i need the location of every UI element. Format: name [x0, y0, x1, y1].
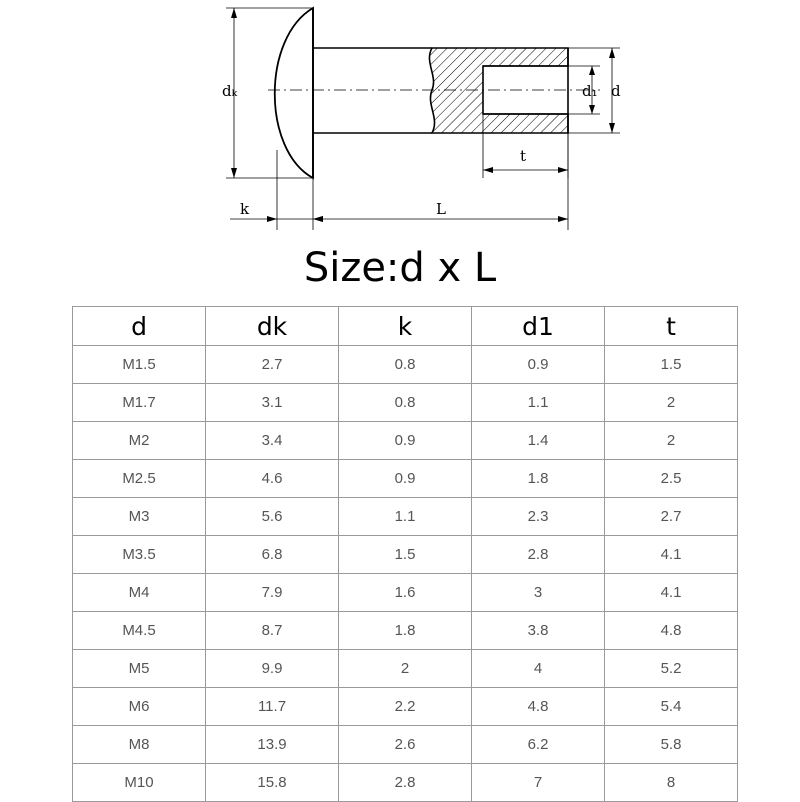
cell-t: 2	[605, 384, 738, 422]
cell-d: M2	[73, 422, 206, 460]
rivet-size-table	[72, 306, 738, 802]
cell-t: 5.4	[605, 688, 738, 726]
cell-d: M4	[73, 574, 206, 612]
cell-d1: 4.8	[472, 688, 605, 726]
size-title: Size:d x L	[303, 245, 497, 291]
cell-k: 0.9	[339, 422, 472, 460]
cell-k: 0.8	[339, 384, 472, 422]
table-row	[73, 726, 738, 764]
cell-t: 1.5	[605, 346, 738, 384]
cell-dk: 2.7	[206, 346, 339, 384]
cell-dk: 6.8	[206, 536, 339, 574]
cell-dk: 3.4	[206, 422, 339, 460]
header-dk: dk	[206, 307, 339, 346]
table-row	[73, 460, 738, 498]
table-row	[73, 650, 738, 688]
table-row	[73, 422, 738, 460]
d1-label: d₁	[582, 82, 598, 100]
d-label: d	[611, 82, 621, 100]
header-d1: d1	[472, 307, 605, 346]
table-row	[73, 612, 738, 650]
cell-dk: 7.9	[206, 574, 339, 612]
dk-dimension	[226, 8, 313, 178]
cell-d1: 3	[472, 574, 605, 612]
cell-d1: 1.4	[472, 422, 605, 460]
cell-k: 1.1	[339, 498, 472, 536]
cell-dk: 13.9	[206, 726, 339, 764]
header-t: t	[605, 307, 738, 346]
cell-t: 5.2	[605, 650, 738, 688]
cell-dk: 15.8	[206, 764, 339, 802]
cell-t: 2.5	[605, 460, 738, 498]
table-row	[73, 764, 738, 802]
cell-t: 5.8	[605, 726, 738, 764]
cell-k: 0.8	[339, 346, 472, 384]
rivet-shank	[313, 48, 432, 133]
cell-d: M3	[73, 498, 206, 536]
table-row	[73, 346, 738, 384]
cell-d1: 4	[472, 650, 605, 688]
cell-d: M1.7	[73, 384, 206, 422]
k-dimension	[230, 150, 323, 230]
cell-d: M10	[73, 764, 206, 802]
cell-d: M1.5	[73, 346, 206, 384]
cell-dk: 3.1	[206, 384, 339, 422]
t-label: t	[520, 147, 527, 165]
cell-d: M8	[73, 726, 206, 764]
cell-dk: 5.6	[206, 498, 339, 536]
table-row	[73, 498, 738, 536]
cell-k: 1.8	[339, 612, 472, 650]
cell-d1: 2.3	[472, 498, 605, 536]
cell-d: M2.5	[73, 460, 206, 498]
cell-t: 4.8	[605, 612, 738, 650]
cell-d1: 1.8	[472, 460, 605, 498]
cell-k: 2.6	[339, 726, 472, 764]
cell-t: 4.1	[605, 536, 738, 574]
cell-t: 2.7	[605, 498, 738, 536]
cell-k: 1.5	[339, 536, 472, 574]
cell-d1: 7	[472, 764, 605, 802]
cell-d1: 3.8	[472, 612, 605, 650]
cell-k: 2	[339, 650, 472, 688]
cell-dk: 4.6	[206, 460, 339, 498]
table-row	[73, 536, 738, 574]
table-row	[73, 384, 738, 422]
cell-dk: 8.7	[206, 612, 339, 650]
header-d: d	[73, 307, 206, 346]
header-k: k	[339, 307, 472, 346]
table-row	[73, 688, 738, 726]
cell-d: M3.5	[73, 536, 206, 574]
rivet-technical-drawing	[0, 0, 800, 240]
cell-k: 2.8	[339, 764, 472, 802]
cell-k: 0.9	[339, 460, 472, 498]
k-label: k	[240, 200, 250, 218]
sectioned-hollow-end	[429, 48, 568, 133]
cell-d: M4.5	[73, 612, 206, 650]
L-label: L	[436, 200, 446, 218]
cell-d1: 0.9	[472, 346, 605, 384]
dk-label: dₖ	[222, 82, 238, 100]
cell-k: 2.2	[339, 688, 472, 726]
cell-dk: 9.9	[206, 650, 339, 688]
cell-d1: 1.1	[472, 384, 605, 422]
cell-t: 2	[605, 422, 738, 460]
rivet-head	[275, 8, 313, 178]
table-body	[73, 346, 738, 802]
cell-t: 4.1	[605, 574, 738, 612]
cell-d1: 6.2	[472, 726, 605, 764]
cell-dk: 11.7	[206, 688, 339, 726]
table-header-row	[73, 307, 738, 346]
table-row	[73, 574, 738, 612]
cell-k: 1.6	[339, 574, 472, 612]
cell-t: 8	[605, 764, 738, 802]
cell-d: M5	[73, 650, 206, 688]
cell-d1: 2.8	[472, 536, 605, 574]
cell-d: M6	[73, 688, 206, 726]
